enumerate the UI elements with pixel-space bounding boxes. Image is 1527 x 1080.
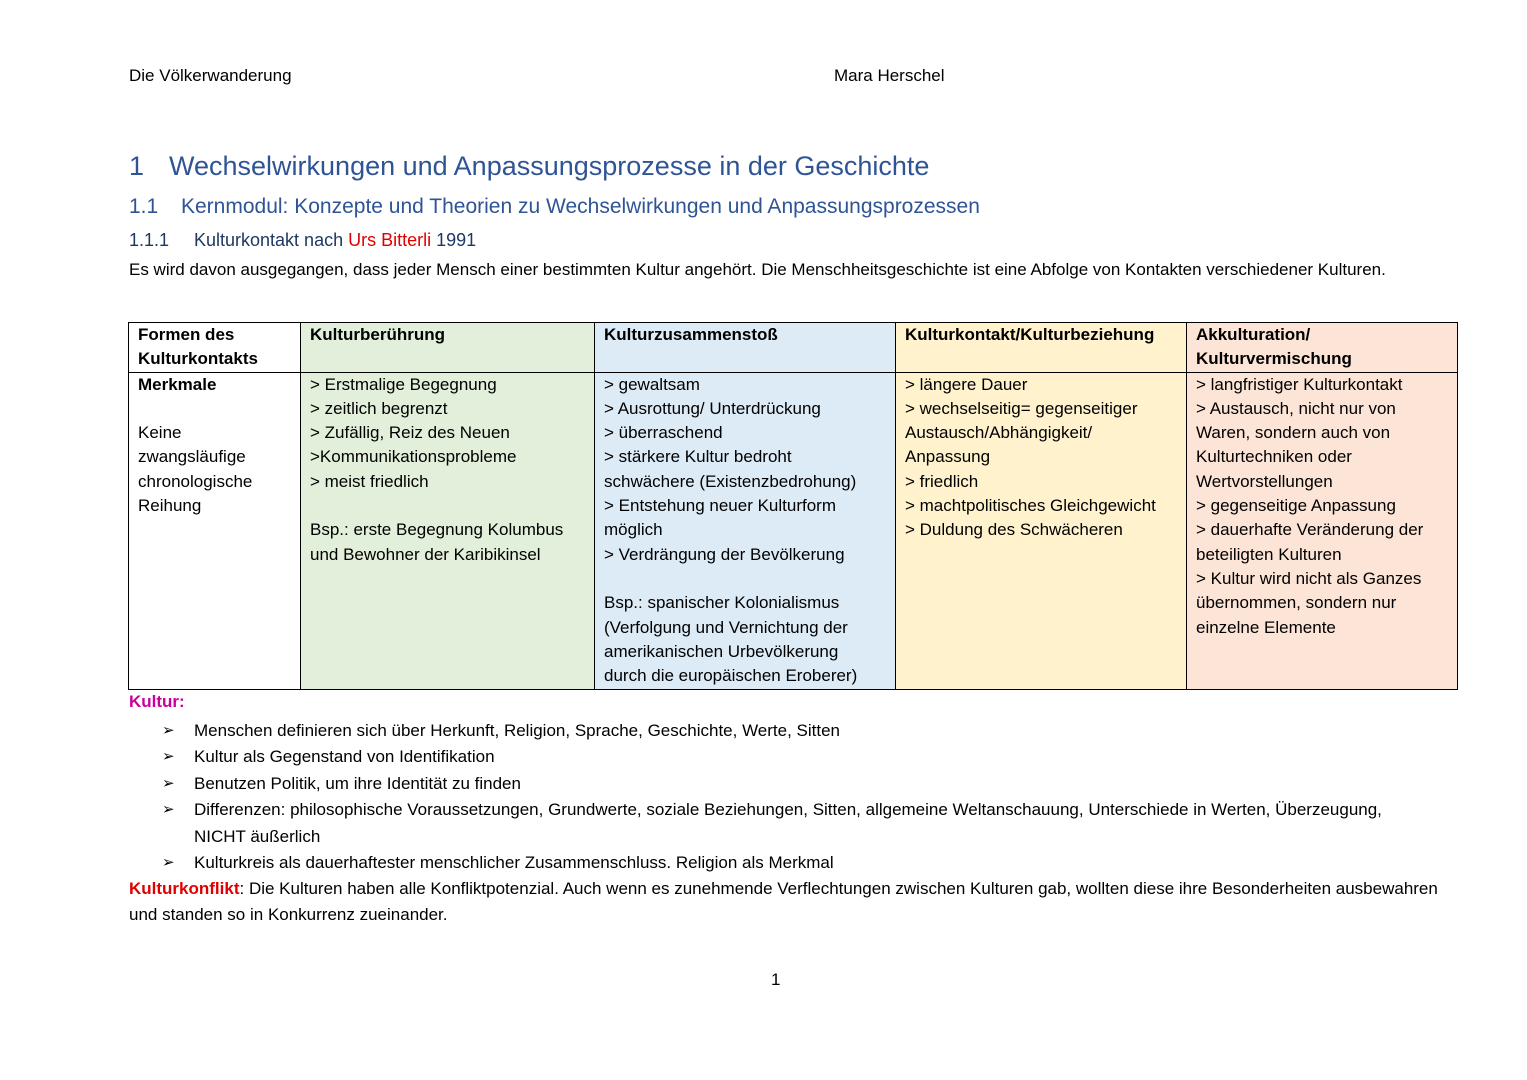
arrow-bullet-icon: ➢ xyxy=(162,774,175,792)
table-header-cell: Akkulturation/ Kulturvermischung xyxy=(1187,323,1458,373)
cell-line: Kulturtechniken oder xyxy=(1196,447,1352,467)
row-note-line: Keine xyxy=(138,423,182,443)
heading-1-text: Wechselwirkungen und Anpassungsprozesse in der Geschichte xyxy=(169,151,930,181)
heading-3-pre: Kulturkontakt nach xyxy=(194,230,349,250)
cell-line: > überraschend xyxy=(604,423,723,443)
list-item xyxy=(160,744,1400,770)
cell-line: Wertvorstellungen xyxy=(1196,471,1333,491)
cell-line: >Kommunikationsprobleme xyxy=(310,447,517,467)
kultur-label: Kultur: xyxy=(129,692,185,711)
header-title: Die Völkerwanderung xyxy=(129,66,292,85)
table-cell xyxy=(301,372,595,689)
heading-3-year: 1991 xyxy=(431,230,477,250)
cell-line: beteiligten Kulturen xyxy=(1196,544,1342,564)
page-number: 1 xyxy=(771,970,781,989)
heading-1 xyxy=(129,151,929,182)
arrow-bullet-icon: ➢ xyxy=(162,801,175,819)
heading-3 xyxy=(129,230,476,251)
cell-line: durch die europäischen Eroberer) xyxy=(604,666,858,686)
cell-line: amerikanischen Urbevölkerung xyxy=(604,641,839,661)
table-row xyxy=(129,372,1458,689)
cell-line: einzelne Elemente xyxy=(1196,617,1336,637)
row-note-line: Reihung xyxy=(138,496,202,516)
heading-2 xyxy=(129,195,980,219)
row-label-cell xyxy=(129,372,301,689)
cell-line: > gewaltsam xyxy=(604,374,700,394)
kulturkonflikt-label: Kulturkonflikt xyxy=(129,879,240,898)
list-item-text: Kulturkreis als dauerhaftester menschlicher Zusammenschluss. Religion als Merkmal xyxy=(194,853,834,873)
table-header-row xyxy=(129,323,1458,373)
list-item-text: Benutzen Politik, um ihre Identität zu finden xyxy=(194,773,521,793)
list-item xyxy=(160,771,1400,797)
heading-3-number: 1.1.1 xyxy=(129,230,170,250)
cell-line: > Zufällig, Reiz des Neuen xyxy=(310,423,510,443)
cell-line: > langfristiger Kulturkontakt xyxy=(1196,374,1403,394)
arrow-bullet-icon: ➢ xyxy=(162,854,175,872)
cell-line: Bsp.: spanischer Kolonialismus xyxy=(604,593,840,613)
list-item-text: Kultur als Gegenstand von Identifikation xyxy=(194,747,495,767)
culture-contact-table xyxy=(128,322,1458,690)
kulturkonflikt-paragraph xyxy=(129,876,1439,929)
cell-line: > dauerhafte Veränderung der xyxy=(1196,520,1424,540)
table-cell xyxy=(896,372,1187,689)
table-header-cell: Formen des Kulturkontakts xyxy=(129,323,301,373)
cell-line: (Verfolgung und Vernichtung der xyxy=(604,617,848,637)
arrow-bullet-icon: ➢ xyxy=(162,722,175,739)
cell-line: Bsp.: erste Begegnung Kolumbus xyxy=(310,520,564,540)
row-note-line: zwangsläufige xyxy=(138,447,246,467)
row-label: Merkmale xyxy=(138,374,217,394)
table-header-cell: Kulturberührung xyxy=(301,323,595,373)
cell-line: > machtpolitisches Gleichgewicht xyxy=(905,496,1156,516)
cell-line: Anpassung xyxy=(905,447,991,467)
table-cell xyxy=(1187,372,1458,689)
heading-2-number: 1.1 xyxy=(129,195,159,218)
list-item xyxy=(160,797,1400,850)
cell-line: > Ausrottung/ Unterdrückung xyxy=(604,398,821,418)
cell-line: Austausch/Abhängigkeit/ xyxy=(905,423,1093,443)
cell-line: > gegenseitige Anpassung xyxy=(1196,496,1396,516)
heading-1-number: 1 xyxy=(129,151,145,181)
kultur-bullet-list xyxy=(160,718,1400,876)
cell-line: möglich xyxy=(604,520,663,540)
cell-line: > wechselseitig= gegenseitiger xyxy=(905,398,1138,418)
cell-line: > Entstehung neuer Kulturform xyxy=(604,496,836,516)
table-header-cell: Kulturkontakt/Kulturbeziehung xyxy=(896,323,1187,373)
arrow-bullet-icon: ➢ xyxy=(162,748,175,766)
cell-line: > friedlich xyxy=(905,471,979,491)
intro-paragraph: Es wird davon ausgegangen, dass jeder Mensch einer bestimmten Kultur angehört. Die Menschheitsgeschichte ist eine Abfolge von Kontakten verschiedener Kulturen. xyxy=(129,260,1386,279)
cell-line: > Erstmalige Begegnung xyxy=(310,374,497,394)
cell-line: Waren, sondern auch von xyxy=(1196,423,1391,443)
list-item-text: Menschen definieren sich über Herkunft, Religion, Sprache, Geschichte, Werte, Sitten xyxy=(194,721,841,740)
heading-2-text: Kernmodul: Konzepte und Theorien zu Wechselwirkungen und Anpassungsprozessen xyxy=(181,195,980,218)
cell-line: > Verdrängung der Bevölkerung xyxy=(604,544,845,564)
cell-line: schwächere (Existenzbedrohung) xyxy=(604,471,857,491)
list-item xyxy=(160,850,1400,876)
list-item-text: Differenzen: philosophische Voraussetzungen, Grundwerte, soziale Beziehungen, Sitten, allgemeine Weltanschauung, Unterschiede in Werten, Überzeugung, NICHT äußerlich xyxy=(194,800,1382,846)
cell-line: > zeitlich begrenzt xyxy=(310,398,448,418)
cell-line: und Bewohner der Karibikinsel xyxy=(310,544,541,564)
row-note-line: chronologische xyxy=(138,471,253,491)
list-item xyxy=(160,718,1400,744)
cell-line: > längere Dauer xyxy=(905,374,1028,394)
cell-line: übernommen, sondern nur xyxy=(1196,593,1397,613)
cell-line: > Duldung des Schwächeren xyxy=(905,520,1123,540)
header-author: Mara Herschel xyxy=(834,66,945,85)
table-header-cell: Kulturzusammenstoß xyxy=(595,323,896,373)
kulturkonflikt-text: : Die Kulturen haben alle Konfliktpotenzial. Auch wenn es zunehmende Verflechtungen zwischen Kulturen gab, wollten diese ihre Besonderheiten ausbewahren und standen so in Konkurrenz zueinander. xyxy=(129,879,1438,925)
heading-3-author: Urs Bitterli xyxy=(348,230,432,250)
cell-line: > Austausch, nicht nur von xyxy=(1196,398,1396,418)
cell-line: > Kultur wird nicht als Ganzes xyxy=(1196,568,1422,588)
table-cell xyxy=(595,372,896,689)
cell-line: > stärkere Kultur bedroht xyxy=(604,447,792,467)
cell-line: > meist friedlich xyxy=(310,471,429,491)
